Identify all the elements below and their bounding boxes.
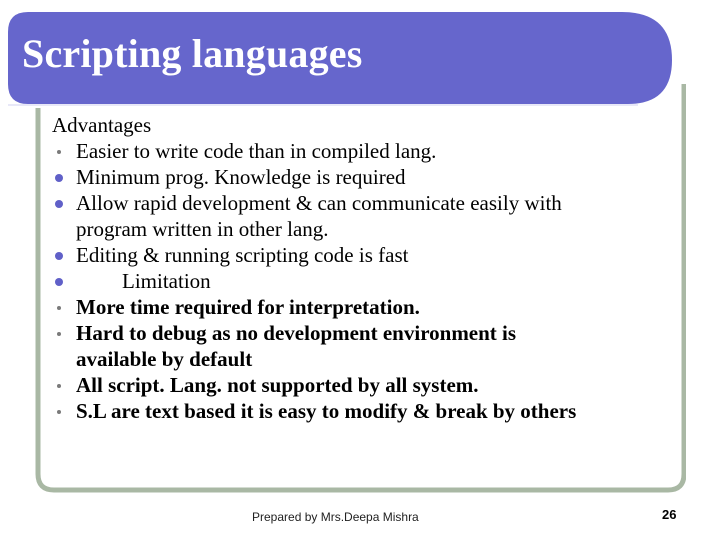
bullet-icon (52, 242, 66, 268)
list-item-text: Editing & running scripting code is fast (76, 243, 409, 267)
bullet-icon (52, 398, 66, 424)
bullet-icon (52, 320, 66, 346)
list-item (52, 320, 672, 372)
list-item-text: Easier to write code than in compiled lang. (76, 139, 437, 163)
bullet-icon (52, 372, 66, 398)
bullet-icon (52, 138, 66, 164)
footer-author: Prepared by Mrs.Deepa Mishra (252, 510, 419, 524)
list-item (52, 242, 672, 268)
list-item (52, 372, 672, 398)
list-item (52, 190, 672, 242)
slide-content (52, 112, 672, 424)
list-item-text: Minimum prog. Knowledge is required (76, 165, 406, 189)
bullet-icon (52, 190, 66, 216)
bullet-icon (52, 294, 66, 320)
list-item-text: More time required for interpretation. (76, 295, 420, 319)
list-item (52, 294, 672, 320)
list-item-text: program written in other lang. (76, 217, 329, 241)
advantages-list (52, 138, 672, 268)
list-item-text: Allow rapid development & can communicate easily with (76, 191, 562, 215)
limitation-heading-row (52, 268, 672, 294)
page-number: 26 (662, 507, 677, 522)
limitation-heading: Limitation (122, 269, 211, 293)
bullet-icon (52, 268, 66, 294)
limitations-list (52, 294, 672, 424)
list-item (52, 398, 672, 424)
advantages-heading: Advantages (52, 113, 152, 137)
list-item-text: All script. Lang. not supported by all system. (76, 373, 479, 397)
slide-title: Scripting languages (22, 31, 363, 76)
list-item (52, 138, 672, 164)
list-item (52, 164, 672, 190)
list-item-text: S.L are text based it is easy to modify & break by others (76, 399, 577, 423)
list-item-text: available by default (76, 347, 253, 371)
bullet-icon (52, 164, 66, 190)
list-item-text: Hard to debug as no development environment is (76, 321, 517, 345)
